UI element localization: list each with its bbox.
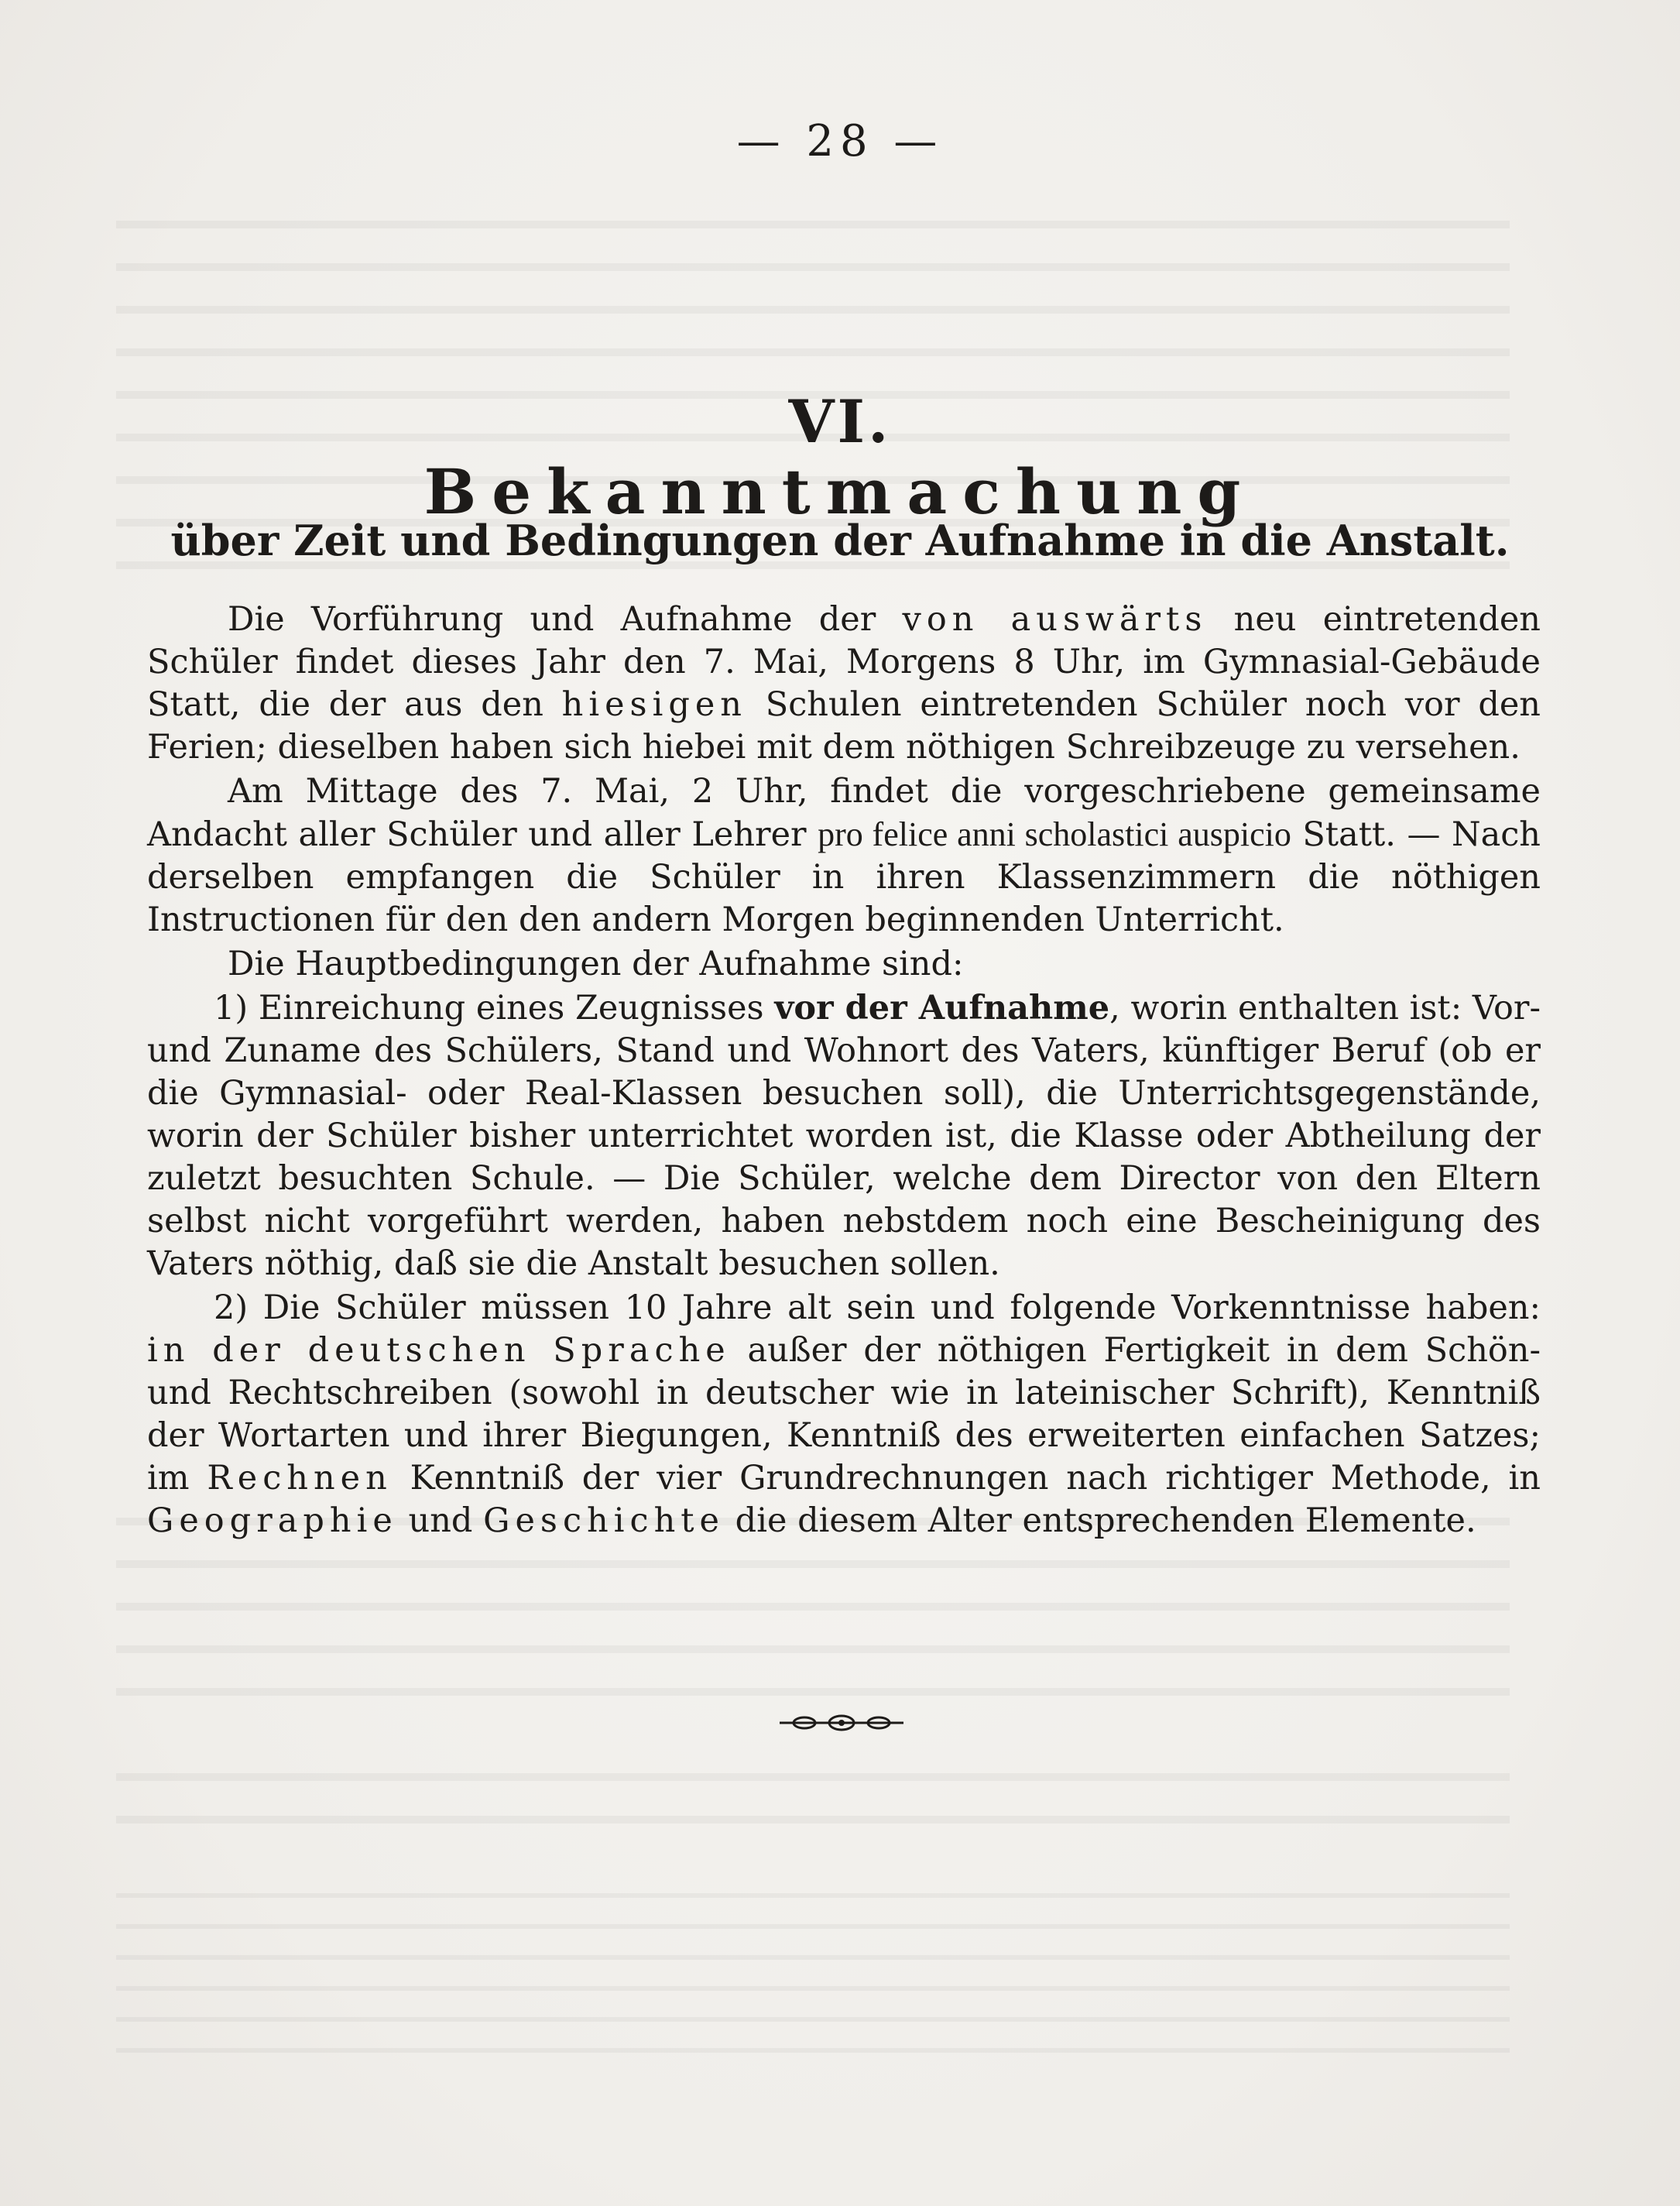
- text-run: neu eintretenden Schüler findet dieses Jahr den 7. Mai, Morgens 8 Uhr, im Gymnasial-Gebäude Statt, die der aus den: [147, 600, 1541, 724]
- text-run: und: [397, 1501, 484, 1540]
- text-run: Kenntniß der vier Grundrechnungen nach richtiger Methode, in: [392, 1459, 1541, 1498]
- bleed-through-line: [116, 306, 1510, 314]
- paragraph-admission-date: [147, 599, 1541, 769]
- bleed-through-line: [116, 348, 1510, 356]
- bleed-through-line: [116, 1816, 1510, 1823]
- text-run: Am Mittage des 7. Mai, 2 Uhr, findet die vorgeschriebene gemeinsame Andacht aller Schüler und aller Lehrer: [147, 772, 1541, 854]
- text-run: Schulen eintretenden Schüler noch vor den Ferien; dieselben haben sich hiebei mit dem nöthigen Schreibzeuge zu versehen.: [147, 685, 1541, 767]
- section-numeral: VI.: [788, 387, 892, 456]
- latin-phrase: pro felice anni scholastici auspicio: [818, 815, 1291, 853]
- text-run: 2) Die Schüler müssen 10 Jahre alt sein und folgende Vorkenntnisse haben:: [214, 1288, 1541, 1327]
- text-run: außer der nöthigen Fertigkeit in dem Schön- und Rechtschreiben (sowohl in deutscher wie in lateinischer Schrift), Kenntniß der Wortarten und ihrer Biegungen, Kenntniß des erweiterten einfachen Satzes; im: [147, 1331, 1541, 1498]
- emphasis-spaced: Geschichte: [483, 1501, 725, 1540]
- text-run: Statt. — Nach derselben empfangen die Schüler in ihren Klassenzimmern die nöthigen Instructionen für den den andern Morgen beginnenden Unterricht.: [147, 815, 1541, 939]
- bleed-through-line: [116, 2048, 1510, 2053]
- bleed-through-line: [116, 1688, 1510, 1696]
- emphasis-bold: vor der Aufnahme: [774, 989, 1110, 1028]
- emphasis-spaced: Rechnen: [207, 1459, 393, 1498]
- text-run: die diesem Alter entsprechenden Elemente.: [725, 1501, 1476, 1540]
- paragraph-conditions-intro: [147, 943, 1541, 986]
- bleed-through-line: [116, 1603, 1510, 1611]
- text-run: Die Hauptbedingungen der Aufnahme sind:: [228, 945, 964, 983]
- bleed-through-line: [116, 1773, 1510, 1781]
- text-run: , worin enthalten ist: Vor- und Zuname des Schülers, Stand und Wohnort des Vaters, künftiger Beruf (ob er die Gymnasial- oder Real-Klassen besuchen soll), die Unterrichtsgegenstände, worin der Schüler bisher unterrichtet worden ist, die Klasse oder Abtheilung der zuletzt besuchten Schule. — Die Schüler, welche dem Director von den Eltern selbst nicht vorgeführt werden, haben nebstdem noch eine Bescheinigung des Vaters nöthig, daß sie die Anstalt besuchen sollen.: [147, 989, 1541, 1283]
- condition-item-2: [147, 1287, 1541, 1542]
- page-subtitle: über Zeit und Bedingungen der Aufnahme in die Anstalt.: [170, 516, 1510, 565]
- page-title: Bekanntmachung: [423, 455, 1257, 528]
- text-run: Die Vorführung und Aufnahme der: [228, 600, 903, 639]
- bleed-through-line: [116, 263, 1510, 271]
- paragraph-devotion: [147, 770, 1541, 942]
- emphasis-spaced: Geographie: [147, 1501, 398, 1540]
- bleed-through-line: [116, 1924, 1510, 1929]
- bleed-through-line: [116, 1986, 1510, 1991]
- ornament-divider: [780, 1711, 903, 1734]
- emphasis-spaced: von auswärts: [902, 600, 1208, 639]
- condition-item-1: [147, 987, 1541, 1285]
- emphasis-spaced: in der deutschen Sprache: [147, 1331, 731, 1370]
- bleed-through-line: [116, 221, 1510, 228]
- page-number: — 28 —: [736, 116, 944, 166]
- bleed-through-line: [116, 1645, 1510, 1653]
- bleed-through-line: [116, 1955, 1510, 1960]
- bleed-through-line: [116, 1893, 1510, 1898]
- emphasis-spaced: hiesigen: [561, 685, 748, 724]
- bleed-through-line: [116, 2017, 1510, 2022]
- body-text: [147, 599, 1541, 1544]
- text-run: 1) Einreichung eines Zeugnisses: [214, 989, 775, 1028]
- bleed-through-line: [116, 1560, 1510, 1568]
